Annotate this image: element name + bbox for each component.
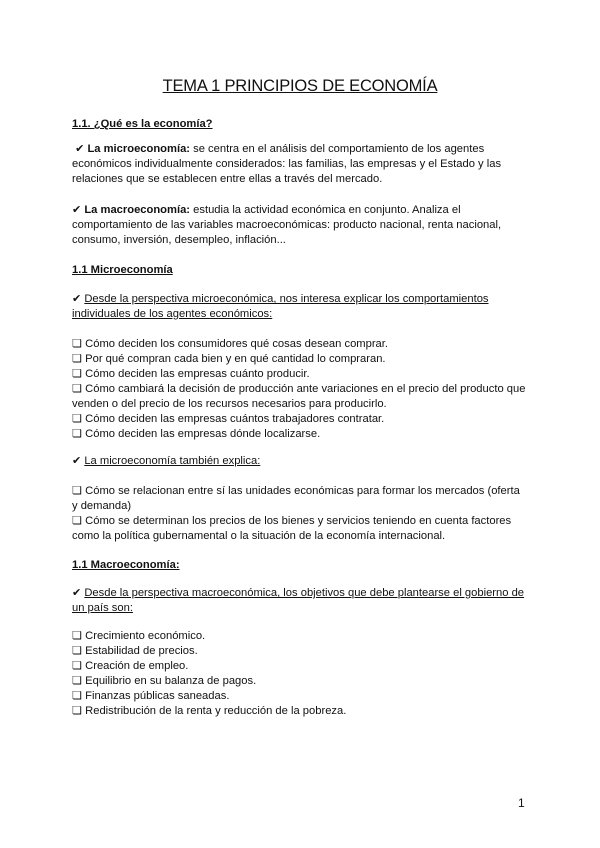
checkmark-icon: ✔	[75, 143, 85, 155]
checkbox-bullet-icon: ❏	[72, 383, 83, 395]
checkmark-icon: ✔	[72, 204, 82, 216]
checkmark-icon: ✔	[72, 293, 82, 305]
checkbox-bullet-icon: ❏	[72, 705, 83, 717]
list-item: ❏ Cómo deciden los consumidores qué cosas desean comprar.	[72, 338, 388, 350]
list-item: ❏ Cómo se relacionan entre sí las unidades económicas para formar los mercados (oferta y demanda)	[72, 485, 520, 512]
checkbox-bullet-icon: ❏	[72, 660, 83, 672]
micro-intro: ✔ Desde la perspectiva microeconómica, nos interesa explicar los comportamientos individuales de los agentes económicos:	[72, 293, 489, 320]
checkbox-bullet-icon: ❏	[72, 630, 83, 642]
list-item: ❏ Finanzas públicas saneadas.	[72, 690, 230, 702]
checkbox-bullet-icon: ❏	[72, 645, 83, 657]
checkbox-bullet-icon: ❏	[72, 413, 83, 425]
micro-definition: ✔ La microeconomía: se centra en el análisis del comportamiento de los agentes económicos individualmente considerados: las familias, las empresas y el Estado y las relaciones que se establecen entre ellas a través del mercado.	[72, 143, 502, 185]
page-number: 1	[518, 796, 525, 810]
section-heading-micro: 1.1 Microeconomía	[72, 264, 173, 276]
list-item: ❏ Cómo deciden las empresas cuántos trabajadores contratar.	[72, 413, 385, 425]
list-item: ❏ Estabilidad de precios.	[72, 645, 198, 657]
checkbox-bullet-icon: ❏	[72, 353, 83, 365]
macro-intro: ✔ Desde la perspectiva macroeconómica, los objetivos que debe plantearse el gobierno de un país son:	[72, 587, 525, 614]
checkbox-bullet-icon: ❏	[72, 338, 83, 350]
checkbox-bullet-icon: ❏	[72, 515, 83, 527]
list-item: ❏ Cómo cambiará la decisión de producción ante variaciones en el precio del producto que venden o del precio de los recursos necesarios para producirlo.	[72, 383, 526, 410]
list-item: ❏ Redistribución de la renta y reducción de la pobreza.	[72, 705, 347, 717]
list-item: ❏ Cómo se determinan los precios de los bienes y servicios teniendo en cuenta factores como la política gubernamental o la situación de la economía internacional.	[72, 515, 512, 542]
checkbox-bullet-icon: ❏	[72, 368, 83, 380]
list-item: ❏ Por qué compran cada bien y en qué cantidad lo compraran.	[72, 353, 386, 365]
micro-list	[72, 337, 528, 442]
checkmark-icon: ✔	[72, 587, 82, 599]
checkmark-icon: ✔	[72, 455, 82, 467]
section-heading-macro: 1.1 Macroeconomía:	[72, 559, 180, 571]
macro-list	[72, 629, 528, 719]
list-item: ❏ Cómo deciden las empresas cuánto producir.	[72, 368, 310, 380]
list-item: ❏ Creación de empleo.	[72, 660, 189, 672]
checkbox-bullet-icon: ❏	[72, 690, 83, 702]
page-title: TEMA 1 PRINCIPIOS DE ECONOMÍA	[162, 77, 438, 95]
list-item: ❏ Cómo deciden las empresas dónde localizarse.	[72, 428, 321, 440]
macro-definition: ✔ La macroeconomía: estudia la actividad económica en conjunto. Analiza el comportamiento de las variables macroeconómicas: producto nacional, renta nacional, consumo, inversión, desempleo, inflación...	[72, 204, 502, 246]
micro-also-list	[72, 484, 528, 544]
section-heading-economia: 1.1. ¿Qué es la economía?	[72, 118, 213, 130]
checkbox-bullet-icon: ❏	[72, 675, 83, 687]
micro-also: ✔ La microeconomía también explica:	[72, 455, 261, 467]
checkbox-bullet-icon: ❏	[72, 428, 83, 440]
list-item: ❏ Crecimiento económico.	[72, 630, 206, 642]
list-item: ❏ Equilibrio en su balanza de pagos.	[72, 675, 257, 687]
checkbox-bullet-icon: ❏	[72, 485, 83, 497]
